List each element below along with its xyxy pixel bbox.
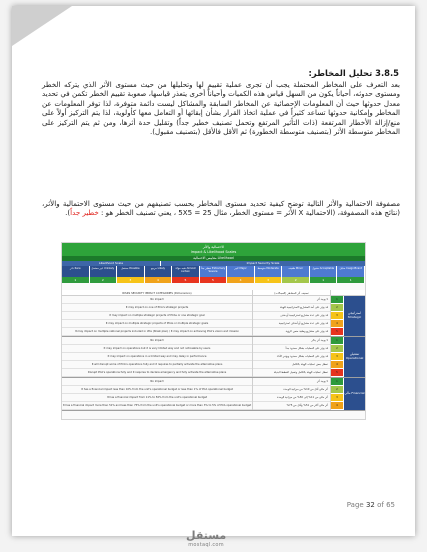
page-corner-decoration (12, 6, 72, 46)
impact-level-cell: 2 (331, 304, 343, 312)
impact-description-ar: لا يوجد أثر (253, 296, 330, 304)
impact-level-2: 4 (227, 277, 255, 283)
impact-description-en: It may impact on operations but it is very limited way and not noticeable by users (62, 345, 252, 353)
impact-level-cell: 3 (331, 312, 343, 320)
footer-page-number: 32 (365, 501, 375, 509)
impact-level-1: 5 (200, 277, 228, 283)
watermark-url: mostaql.com (188, 542, 224, 548)
banner-title-ar: الاحتمالية والأثر (202, 245, 225, 249)
impact-description-en: It may impact on multiple strategic projects of PCAs or multiple strategic goals (62, 320, 252, 328)
impact-description-ar: أثر مالي أكثر من 51% وأقل من 75% (253, 402, 330, 410)
group-ar-descriptions (252, 337, 330, 377)
impact-category-label: استراتيجي Strategic (343, 296, 365, 336)
impact-level-5: 1 (310, 277, 338, 283)
page-footer (347, 501, 395, 509)
impact-description-en: It will disrupt some of PCA's operations fully and it requires to partially activate the alternative plans (62, 361, 252, 369)
impact-header-3: متوسط Moderate (255, 266, 283, 277)
likelihood-level-3: 3 (117, 277, 145, 283)
impact-header-2: كبير Major (227, 266, 255, 277)
document-page (12, 6, 415, 536)
impact-scale-label: Impact Security Scale (160, 261, 365, 266)
impact-level-cell: 1 (331, 337, 343, 345)
impact-level-cell: 5 (331, 369, 343, 377)
impact-description-ar: قد يؤثر على العمليات بشكل محدود ويؤخر الأداء (253, 353, 330, 361)
group-en-descriptions (62, 296, 252, 336)
impact-description-en: It may impact on multiple strategic projects of PCAs or one strategic goal (62, 312, 252, 320)
footer-total: 65 (386, 501, 395, 509)
impact-level-cell: 4 (331, 361, 343, 369)
likelihood-level-4: 4 (145, 277, 173, 283)
grid-header-ar: تصنيف أثر المخاطر (المجالات) (252, 290, 330, 296)
likelihood-level-1: 1 (62, 277, 90, 283)
impact-description-ar: أثر مالي من 11% إلى 50% من ميزانية الوحدة (253, 394, 330, 402)
banner-title-en: Impact & Likelihood Scales (190, 249, 237, 254)
likelihood-header-1: نادر Rare (62, 266, 90, 277)
likelihood-header-5: شبه مؤكد Almost certain (172, 266, 200, 277)
likelihood-header-2: غير محتمل Unlikely (90, 266, 118, 277)
likelihood-header-4: مرجح Likely (145, 266, 173, 277)
paragraph-matrix-text: مصفوفة الاحتمالية والأثر التالية توضح كيفية تحديد مستوى المخاطر بحسب تصنيفهم من حيث مستوى الاحتمالية والأثر، (نتائج هذه المصفوفة، (الاحتمالية X الأثر = مستوى الخطر، مثال 5X5 = 25 ، يعني تصنيف الخطر هو : (42, 199, 400, 218)
scale-color-row (62, 277, 365, 283)
paragraph-analysis: بعد التعرف على المخاطر المحتملة يجب أن تجرى عملية تقييم لها وتحليلها من حيث مستوى الأثر الذي يتركه الخطر ومستوى حدوثه، أحياناً يكون من السهل قياس هذه الكميات وأحياناً أخرى يتعذر قياسها، صعوبة تقييم الخطر تكمن في تحديد معدل حدوثها حيث أن المعلومات الإحصائية عن المخاطر السابقة والمشاكل ليست دائمة متوفرة، لذا توفر المعلومات عن المخاطر وإمكانية حدوثها تساعد كثيراً في عملية اتخاذ القرار بشأن إبقائها أو التعامل معها كأولوية، لذا يتم التركيز أولاً على منع/إزالة الأخطار المرتفعة (ذات التأثير المرتفع وتحمل تصنيف خطير جداً) وتقليل حدة أثرها، ومن ثم يتم التركيز على المخاطر متوسطة الأثر (بتصنيف متوسطة الخطورة) ثم الأقل فالأقل (بتصنيف مقبول). (42, 80, 400, 137)
impact-header-5: مقبول Acceptable (310, 266, 338, 277)
impact-category-label: مالي Financial (343, 378, 365, 410)
impact-level-cell: 5 (331, 328, 343, 336)
footer-of: of (377, 501, 384, 509)
footer-page-label: Page (346, 501, 364, 509)
impact-level-3: 3 (255, 277, 283, 283)
table-banner (62, 243, 365, 256)
impact-groups (62, 296, 365, 411)
impact-description-ar: قد يؤثر على العمليات بشكل محدود جداً (253, 345, 330, 353)
impact-level-cell: 1 (331, 378, 343, 386)
severity-highlight: خطير جداً (70, 208, 99, 218)
impact-description-ar: تعطل عمليات الهيئة بالكامل وتفعيل الخطط البديلة (253, 369, 330, 377)
impact-description-en: It has a financial impact from 11% to 50% from the unit's operational budget (62, 394, 252, 402)
impact-level-4: 2 (282, 277, 310, 283)
paragraph-matrix-end: ). (65, 208, 71, 218)
impact-description-en: It has a financial impact less than 10% from the unit's operational budget or less than 1% of PCA operational budget (62, 386, 252, 394)
impact-categories-grid (62, 290, 365, 411)
likelihood-level-2: 2 (90, 277, 118, 283)
impact-description-ar: لا يوجد أثر يذكر (253, 337, 330, 345)
impact-description-ar: لا يوجد أثر (253, 378, 330, 386)
impact-level-cell: 1 (331, 296, 343, 304)
impact-description-en: Disrupt PCA's operations fully and it requires to declare emergency and fully activate the alternative plans (62, 369, 252, 377)
likelihood-level-5: 5 (172, 277, 200, 283)
impact-description-en: It may impact on operations in a limited way and may delay in performance (62, 353, 252, 361)
impact-description-en: No impact (62, 337, 252, 345)
group-ar-descriptions (252, 378, 330, 410)
impact-header-4: طفيف Minor (282, 266, 310, 277)
impact-level-cell: 3 (331, 353, 343, 361)
likelihood-scale-label: Likelihood Scale (62, 261, 160, 266)
impact-group-2 (62, 337, 365, 378)
impact-description-ar: قد يؤثر على مشاريع وطنية ضمن الرؤية (253, 328, 330, 336)
impact-description-ar: تعطل بعض عمليات الهيئة بالكامل (253, 361, 330, 369)
impact-level-6: 1 (337, 277, 365, 283)
impact-description-en: It may impact on one of PCA's strategic projects (62, 304, 252, 312)
band-title: مقاييس الاحتمالية Likelihood (62, 256, 365, 261)
impact-description-en: No impact (62, 296, 252, 304)
watermark-logo-ar: مستقل (186, 529, 227, 542)
impact-header-6: ضئيل Insignificant (337, 266, 365, 277)
group-levels (330, 378, 343, 410)
group-levels (330, 337, 343, 377)
scale-header-row (62, 266, 365, 277)
group-en-descriptions (62, 378, 252, 410)
impact-group-1 (62, 296, 365, 337)
impact-description-ar: قد يؤثر على عدة مشاريع أو أهداف استراتيجية (253, 320, 330, 328)
impact-description-en: It may impact on multiple national projects included in Vita (Shaik plan) / It may impact on achieving PCA's vision and mission (62, 328, 252, 336)
impact-description-en: It has a financial impact more than 51% and less than 75% from the unit's operational budget or more than 3% to 5% of PCA operational budget (62, 402, 252, 410)
group-en-descriptions (62, 337, 252, 377)
impact-level-cell: 4 (331, 320, 343, 328)
impact-level-cell: 2 (331, 345, 343, 353)
impact-level-cell: 3 (331, 394, 343, 402)
impact-header-1: خطير جداً Extremely Severe (200, 266, 228, 277)
watermark (186, 530, 226, 548)
impact-description-ar: قد يؤثر على أحد المشاريع الاستراتيجية للهيئة (253, 304, 330, 312)
impact-level-cell: 4 (331, 402, 343, 410)
impact-group-3 (62, 378, 365, 411)
impact-category-label: تشغيلي Operational (343, 337, 365, 377)
section-heading: 3.8.5 تحليل المخاطر: (308, 68, 399, 78)
grid-header-en: RISKS SECURITY IMPACT CATEGORIES (Dimensions) (62, 290, 252, 296)
group-levels (330, 296, 343, 336)
impact-description-en: No impact (62, 378, 252, 386)
impact-description-ar: قد يؤثر على عدة مشاريع استراتيجية أو هدف (253, 312, 330, 320)
likelihood-header-3: محتمل Possible (117, 266, 145, 277)
group-ar-descriptions (252, 296, 330, 336)
impact-description-ar: أثر مالي أقل من 10% من ميزانية الوحدة (253, 386, 330, 394)
impact-level-cell: 2 (331, 386, 343, 394)
impact-likelihood-table (61, 242, 366, 420)
paragraph-matrix (42, 199, 400, 218)
